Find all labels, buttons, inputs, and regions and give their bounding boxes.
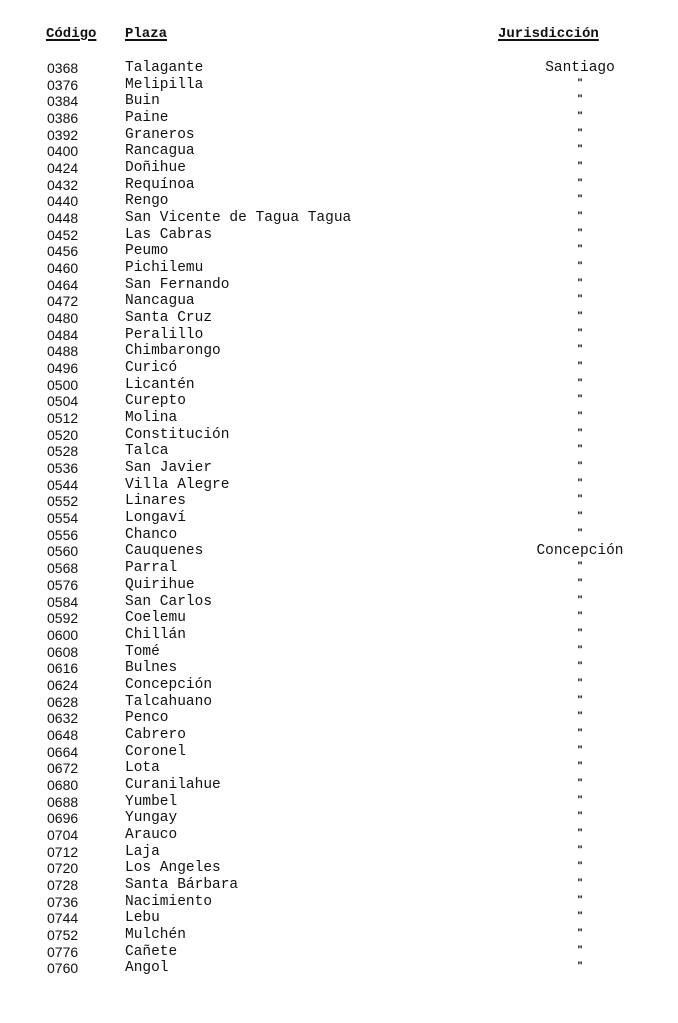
row-jurisdiction: Santiago xyxy=(545,60,615,76)
row-plaza: Peumo xyxy=(125,243,169,260)
row-code: 0424 xyxy=(47,160,79,177)
table-row xyxy=(0,860,678,877)
table-row xyxy=(0,744,678,761)
table-row xyxy=(0,110,678,127)
row-jurisdiction: Concepción xyxy=(536,543,624,560)
row-plaza: Chimbarongo xyxy=(125,343,221,360)
table-row xyxy=(0,527,678,544)
row-plaza: Cauquenes xyxy=(125,543,204,560)
row-jurisdiction: " xyxy=(577,143,583,156)
table-row xyxy=(0,777,678,794)
table-row xyxy=(0,127,678,144)
row-code: 0496 xyxy=(47,360,79,377)
table-row xyxy=(0,93,678,110)
row-plaza: Las Cabras xyxy=(125,226,213,243)
row-code: 0488 xyxy=(47,343,79,360)
table-row xyxy=(0,243,678,260)
row-jurisdiction: " xyxy=(577,826,583,839)
table-row xyxy=(0,577,678,594)
table-row xyxy=(0,627,678,644)
row-code: 0752 xyxy=(47,926,79,943)
table-row xyxy=(0,677,678,694)
row-jurisdiction: " xyxy=(577,676,583,689)
row-plaza: Angol xyxy=(125,960,169,977)
row-jurisdiction: " xyxy=(577,493,583,506)
row-jurisdiction: " xyxy=(577,843,583,856)
row-code: 0568 xyxy=(47,560,79,577)
table-row xyxy=(0,960,678,977)
row-jurisdiction: " xyxy=(577,810,583,823)
row-code: 0480 xyxy=(47,310,79,327)
row-code: 0576 xyxy=(47,576,79,593)
row-code: 0392 xyxy=(47,126,79,143)
row-plaza: Curicó xyxy=(125,360,178,377)
table-row xyxy=(0,377,678,394)
row-plaza: Tomé xyxy=(125,643,160,660)
table-row xyxy=(0,277,678,294)
row-code: 0452 xyxy=(47,226,79,243)
table-row xyxy=(0,794,678,811)
row-code: 0376 xyxy=(47,76,79,93)
row-plaza: Mulchén xyxy=(125,926,186,943)
row-code: 0664 xyxy=(47,743,79,760)
row-jurisdiction: " xyxy=(577,426,583,439)
row-jurisdiction: " xyxy=(577,910,583,923)
table-row xyxy=(0,460,678,477)
row-jurisdiction: " xyxy=(577,626,583,639)
row-code: 0528 xyxy=(47,443,79,460)
table-row xyxy=(0,877,678,894)
row-code: 0456 xyxy=(47,243,79,260)
row-plaza: Penco xyxy=(125,710,169,727)
row-code: 0720 xyxy=(47,860,79,877)
row-plaza: Yungay xyxy=(125,810,178,827)
row-plaza: San Javier xyxy=(125,460,213,477)
row-plaza: Rengo xyxy=(125,193,169,210)
row-jurisdiction: " xyxy=(577,376,583,389)
row-jurisdiction: " xyxy=(577,360,583,373)
row-code: 0400 xyxy=(47,143,79,160)
table-row xyxy=(0,844,678,861)
row-jurisdiction: " xyxy=(577,876,583,889)
row-jurisdiction: " xyxy=(577,576,583,589)
row-jurisdiction: " xyxy=(577,660,583,673)
row-code: 0520 xyxy=(47,426,79,443)
header-jurisdiction: Jurisdicción xyxy=(498,26,599,42)
row-jurisdiction: " xyxy=(577,160,583,173)
row-jurisdiction: " xyxy=(577,526,583,539)
row-plaza: Yumbel xyxy=(125,793,178,810)
row-jurisdiction: " xyxy=(577,310,583,323)
row-plaza: Licantén xyxy=(125,376,195,393)
row-code: 0460 xyxy=(47,260,79,277)
row-jurisdiction: " xyxy=(577,193,583,206)
row-plaza: Quirihue xyxy=(125,576,195,593)
table-row xyxy=(0,477,678,494)
row-plaza: Longaví xyxy=(125,510,186,527)
row-code: 0608 xyxy=(47,643,79,660)
row-code: 0500 xyxy=(47,376,79,393)
row-jurisdiction: " xyxy=(577,743,583,756)
row-plaza: Chanco xyxy=(125,526,178,543)
row-code: 0600 xyxy=(47,626,79,643)
row-plaza: Talcahuano xyxy=(125,693,213,710)
row-code: 0552 xyxy=(47,493,79,510)
row-jurisdiction: " xyxy=(577,393,583,406)
row-jurisdiction: " xyxy=(577,726,583,739)
row-code: 0744 xyxy=(47,910,79,927)
row-jurisdiction: " xyxy=(577,860,583,873)
row-jurisdiction: " xyxy=(577,793,583,806)
row-code: 0592 xyxy=(47,610,79,627)
table-row xyxy=(0,493,678,510)
row-code: 0464 xyxy=(47,276,79,293)
row-plaza: Santa Cruz xyxy=(125,310,213,327)
table-row xyxy=(0,210,678,227)
row-plaza: Doñihue xyxy=(125,160,186,177)
table-row xyxy=(0,193,678,210)
row-code: 0536 xyxy=(47,460,79,477)
row-code: 0696 xyxy=(47,810,79,827)
row-jurisdiction: " xyxy=(577,893,583,906)
row-jurisdiction: " xyxy=(577,243,583,256)
row-jurisdiction: " xyxy=(577,476,583,489)
row-plaza: Lebu xyxy=(125,910,160,927)
table-row xyxy=(0,360,678,377)
table-row xyxy=(0,727,678,744)
table-row xyxy=(0,327,678,344)
row-plaza: Graneros xyxy=(125,126,195,143)
row-plaza: Requínoa xyxy=(125,176,195,193)
row-plaza: Molina xyxy=(125,410,178,427)
row-plaza: Parral xyxy=(125,560,178,577)
row-plaza: Nacimiento xyxy=(125,893,213,910)
table-row xyxy=(0,227,678,244)
header-plaza: Plaza xyxy=(125,26,168,42)
row-code: 0556 xyxy=(47,526,79,543)
row-plaza: Laja xyxy=(125,843,160,860)
table-row xyxy=(0,393,678,410)
row-jurisdiction: " xyxy=(577,943,583,956)
row-code: 0386 xyxy=(47,110,79,127)
row-jurisdiction: " xyxy=(577,960,583,973)
row-plaza: Talagante xyxy=(125,60,204,76)
row-code: 0632 xyxy=(47,710,79,727)
row-jurisdiction: " xyxy=(577,76,583,89)
row-jurisdiction: " xyxy=(577,460,583,473)
row-code: 0624 xyxy=(47,676,79,693)
row-code: 0440 xyxy=(47,193,79,210)
row-plaza: Chillán xyxy=(125,626,186,643)
row-jurisdiction: " xyxy=(577,443,583,456)
row-jurisdiction: " xyxy=(577,410,583,423)
row-code: 0554 xyxy=(47,510,79,527)
table-row xyxy=(0,810,678,827)
row-plaza: San Fernando xyxy=(125,276,230,293)
row-jurisdiction: " xyxy=(577,760,583,773)
table-row xyxy=(0,310,678,327)
row-plaza: Buin xyxy=(125,93,160,110)
row-code: 0760 xyxy=(47,960,79,977)
row-plaza: Curanilahue xyxy=(125,776,221,793)
table-row xyxy=(0,293,678,310)
row-code: 0560 xyxy=(47,543,79,560)
table-row xyxy=(0,694,678,711)
row-code: 0704 xyxy=(47,826,79,843)
row-plaza: Cabrero xyxy=(125,726,186,743)
row-plaza: San Vicente de Tagua Tagua xyxy=(125,210,352,227)
row-code: 0448 xyxy=(47,210,79,227)
row-plaza: Concepción xyxy=(125,676,213,693)
row-plaza: Curepto xyxy=(125,393,186,410)
row-jurisdiction: " xyxy=(577,593,583,606)
row-jurisdiction: " xyxy=(577,276,583,289)
row-jurisdiction: " xyxy=(577,710,583,723)
row-code: 0432 xyxy=(47,176,79,193)
table-row xyxy=(0,510,678,527)
row-plaza: Santa Bárbara xyxy=(125,876,239,893)
header-code: Código xyxy=(46,26,97,42)
table-row xyxy=(0,343,678,360)
row-plaza: Melipilla xyxy=(125,76,204,93)
row-code: 0544 xyxy=(47,476,79,493)
row-code: 0688 xyxy=(47,793,79,810)
table-row xyxy=(0,894,678,911)
table-row xyxy=(0,160,678,177)
row-jurisdiction: " xyxy=(577,93,583,106)
row-code: 0384 xyxy=(47,93,79,110)
row-code: 0616 xyxy=(47,660,79,677)
table-row xyxy=(0,260,678,277)
table-row xyxy=(0,77,678,94)
row-plaza: Constitución xyxy=(125,426,230,443)
table-row xyxy=(0,944,678,961)
row-jurisdiction: " xyxy=(577,510,583,523)
row-code: 0648 xyxy=(47,726,79,743)
row-code: 0504 xyxy=(47,393,79,410)
row-jurisdiction: " xyxy=(577,293,583,306)
row-jurisdiction: " xyxy=(577,343,583,356)
row-code: 0368 xyxy=(47,60,79,76)
table-row xyxy=(0,560,678,577)
row-plaza: Coronel xyxy=(125,743,186,760)
row-plaza: Talca xyxy=(125,443,169,460)
row-jurisdiction: " xyxy=(577,260,583,273)
row-plaza: Rancagua xyxy=(125,143,195,160)
row-code: 0672 xyxy=(47,760,79,777)
row-plaza: San Carlos xyxy=(125,593,213,610)
row-plaza: Arauco xyxy=(125,826,178,843)
row-plaza: Lota xyxy=(125,760,160,777)
row-jurisdiction: " xyxy=(577,693,583,706)
row-code: 0680 xyxy=(47,776,79,793)
table-row xyxy=(0,60,678,77)
row-jurisdiction: " xyxy=(577,126,583,139)
row-code: 0484 xyxy=(47,326,79,343)
table-row xyxy=(0,610,678,627)
row-plaza: Cañete xyxy=(125,943,178,960)
row-jurisdiction: " xyxy=(577,560,583,573)
table-row xyxy=(0,177,678,194)
table-row xyxy=(0,660,678,677)
row-plaza: Peralillo xyxy=(125,326,204,343)
row-plaza: Paine xyxy=(125,110,169,127)
table-row xyxy=(0,427,678,444)
table-row xyxy=(0,443,678,460)
row-plaza: Bulnes xyxy=(125,660,178,677)
row-code: 0728 xyxy=(47,876,79,893)
row-code: 0512 xyxy=(47,410,79,427)
row-code: 0776 xyxy=(47,943,79,960)
row-plaza: Coelemu xyxy=(125,610,186,627)
row-jurisdiction: " xyxy=(577,643,583,656)
row-plaza: Pichilemu xyxy=(125,260,204,277)
row-jurisdiction: " xyxy=(577,210,583,223)
table-row xyxy=(0,644,678,661)
row-code: 0736 xyxy=(47,893,79,910)
row-code: 0472 xyxy=(47,293,79,310)
row-jurisdiction: " xyxy=(577,610,583,623)
table-row xyxy=(0,543,678,560)
row-plaza: Los Angeles xyxy=(125,860,221,877)
row-plaza: Nancagua xyxy=(125,293,195,310)
table-row xyxy=(0,927,678,944)
table-row xyxy=(0,760,678,777)
row-code: 0584 xyxy=(47,593,79,610)
row-jurisdiction: " xyxy=(577,926,583,939)
table-row xyxy=(0,910,678,927)
row-code: 0628 xyxy=(47,693,79,710)
row-jurisdiction: " xyxy=(577,326,583,339)
table-row xyxy=(0,710,678,727)
row-jurisdiction: " xyxy=(577,226,583,239)
table-row xyxy=(0,410,678,427)
table-header xyxy=(0,26,678,44)
table-body xyxy=(0,60,678,977)
row-jurisdiction: " xyxy=(577,776,583,789)
row-jurisdiction: " xyxy=(577,110,583,123)
row-jurisdiction: " xyxy=(577,176,583,189)
row-plaza: Villa Alegre xyxy=(125,476,230,493)
row-code: 0712 xyxy=(47,843,79,860)
table-row xyxy=(0,143,678,160)
table-row xyxy=(0,827,678,844)
table-row xyxy=(0,594,678,611)
row-plaza: Linares xyxy=(125,493,186,510)
